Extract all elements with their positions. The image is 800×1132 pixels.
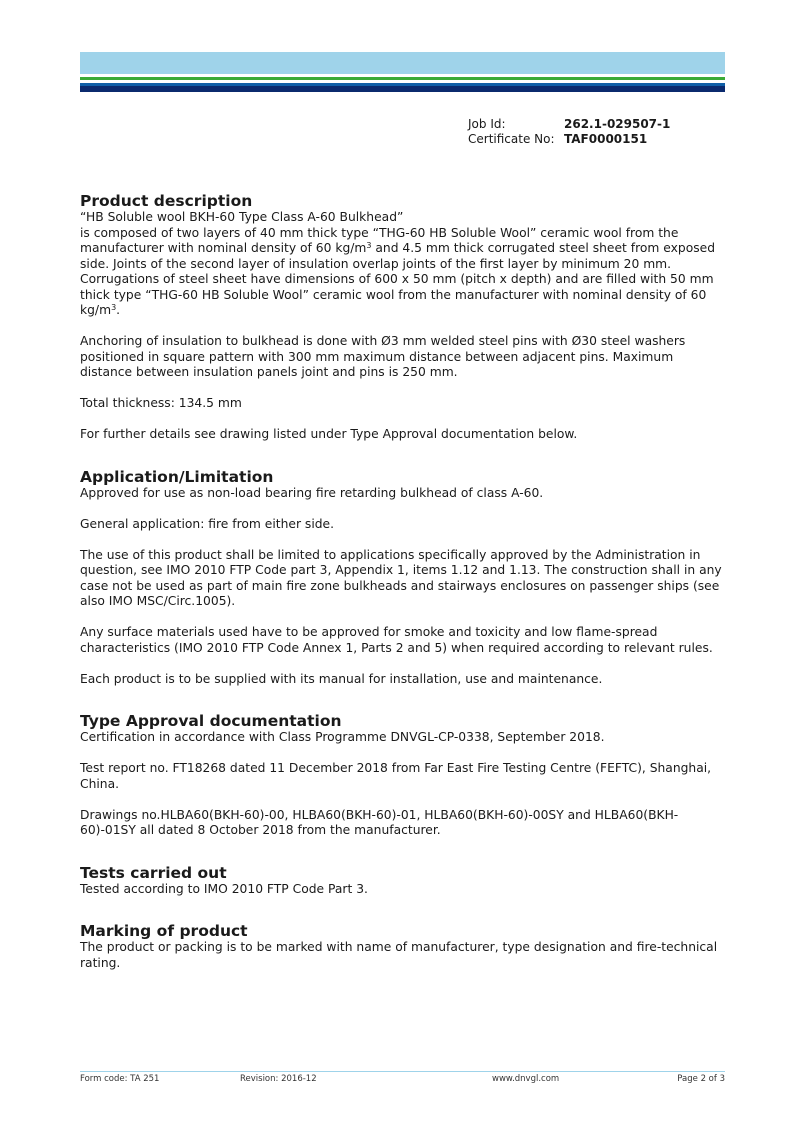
marking-paragraph-1: The product or packing is to be marked with name of manufacturer, type designation and fire-technical rating. [80, 940, 718, 970]
section-marking-of-product [80, 922, 725, 971]
application-paragraph-4: Any surface materials used have to be approved for smoke and toxicity and low flame-spread characteristics (IMO 2010 FTP Code Annex 1, Parts 2 and 5) when required according to relevant rules. [80, 625, 713, 655]
tests-paragraph-1: Tested according to IMO 2010 FTP Code Part 3. [80, 881, 368, 896]
job-id-row [468, 117, 670, 132]
document-body [80, 192, 725, 996]
application-paragraph-5: Each product is to be supplied with its manual for installation, use and maintenance. [80, 671, 603, 686]
footer-form-code: Form code: TA 251 [80, 1074, 160, 1084]
product-description-paragraph-4: For further details see drawing listed under Type Approval documentation below. [80, 427, 578, 441]
application-paragraph-3: The use of this product shall be limited to applications specifically approved by the Administration in question, see IMO 2010 FTP Code part 3, Appendix 1, items 1.12 and 1.13. The construction shall in any case not be used as part of main fire zone bulkheads and stairways enclosures on passenger ships (see also IMO MSC/Circ.1005). [80, 547, 722, 608]
certificate-no-value: TAF0000151 [564, 132, 648, 146]
section-heading: Product description [80, 192, 253, 210]
certificate-meta [468, 117, 670, 147]
product-description-paragraph-2: Anchoring of insulation to bulkhead is done with Ø3 mm welded steel pins with Ø30 steel washers positioned in square pattern with 300 mm maximum distance between adjacent pins. Maximum distance between insulation panels joint and pins is 250 mm. [80, 334, 686, 379]
section-heading: Tests carried out [80, 863, 227, 882]
job-id-value: 262.1-029507-1 [564, 117, 671, 131]
total-thickness: Total thickness: 134.5 mm [80, 396, 242, 410]
header-band-light [80, 52, 725, 74]
certificate-no-label: Certificate No: [468, 132, 555, 146]
footer-website: www.dnvgl.com [492, 1074, 560, 1084]
section-application-limitation [80, 468, 725, 688]
application-paragraph-2: General application: fire from either side. [80, 516, 335, 531]
section-heading: Type Approval documentation [80, 712, 342, 730]
application-paragraph-1: Approved for use as non-load bearing fire retarding bulkhead of class A-60. [80, 485, 544, 500]
product-description-paragraph-1: “HB Soluble wool BKH-60 Type Class A-60 Bulkhead” is composed of two layers of 40 mm thick type “THG-60 HB Soluble Wool” ceramic wool from the manufacturer with nominal density of 60 $kg/m^3$ and 4.5 mm thick corrugated steel sheet from exposed side. Joints of the second layer of insulation overlap joints of the first layer by minimum 20 mm. Corrugations of steel sheet have dimensions of 600 x 50 mm (pitch x depth) and are filled with 50 mm thick type “THG-60 HB Soluble Wool” ceramic wool from the manufacturer with nominal density of 60 $kg/m^3$. [80, 210, 716, 317]
certificate-no-row [468, 132, 670, 147]
type-approval-paragraph-2: Test report no. FT18268 dated 11 December 2018 from Far East Fire Testing Centre (FEFTC), Shanghai, China. [80, 761, 712, 791]
header-band-navy [80, 86, 725, 92]
section-type-approval-documentation [80, 712, 725, 839]
footer-divider [80, 1071, 725, 1072]
type-approval-paragraph-3: Drawings no.HLBA60(BKH-60)-00, HLBA60(BKH-60)-01, HLBA60(BKH-60)-00SY and HLBA60(BKH-60)-01SY all dated 8 October 2018 from the manufacturer. [80, 807, 679, 837]
section-heading: Marking of product [80, 922, 248, 940]
job-id-label: Job Id: [468, 117, 506, 131]
footer-revision: Revision: 2016-12 [240, 1074, 317, 1084]
type-approval-paragraph-1: Certification in accordance with Class Programme DNVGL-CP-0338, September 2018. [80, 730, 605, 744]
header-band-green [80, 77, 725, 80]
section-product-description [80, 192, 725, 443]
section-heading: Application/Limitation [80, 467, 274, 486]
footer-page-number: Page 2 of 3 [677, 1074, 725, 1084]
section-tests-carried-out [80, 864, 725, 898]
